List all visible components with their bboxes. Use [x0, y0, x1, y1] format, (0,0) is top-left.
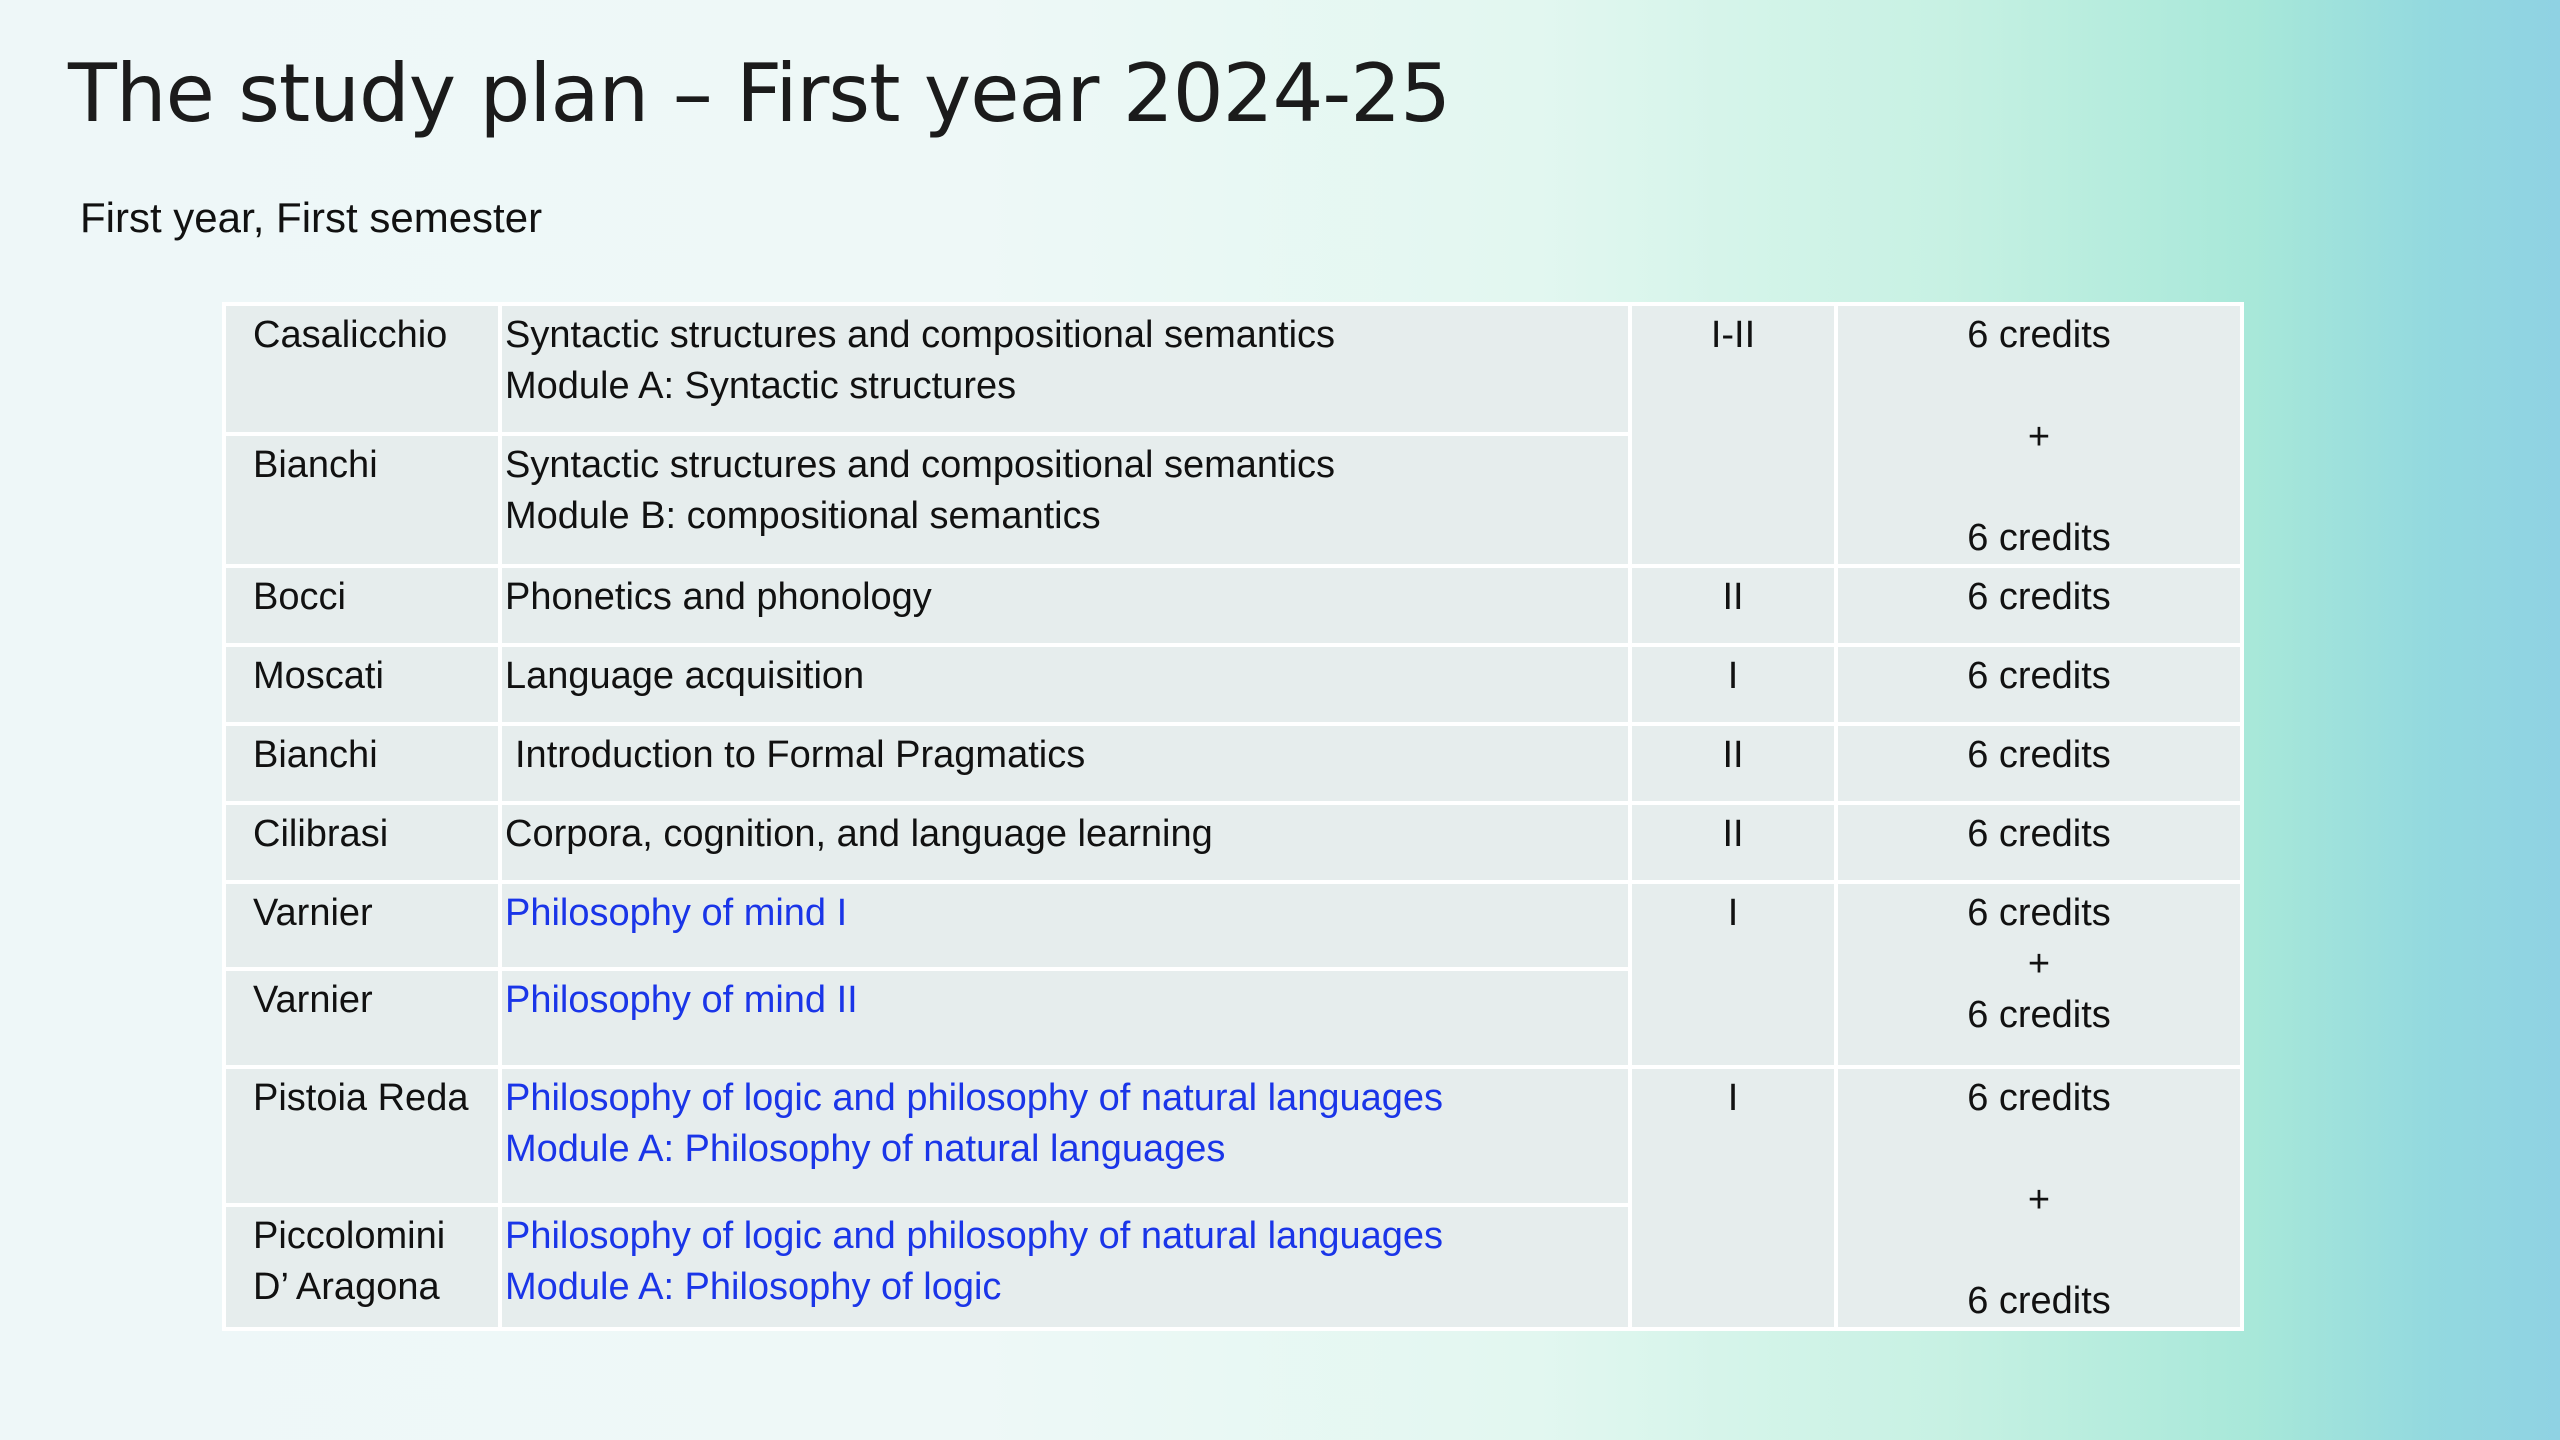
course-link-philosophy-of-mind-ii[interactable]: Philosophy of mind II: [505, 979, 858, 1021]
table-row: [224, 1067, 2242, 1205]
course-module: Module A: Syntactic structures: [505, 365, 1017, 407]
semester-cell: I: [1630, 645, 1836, 724]
professor-name-line: Piccolomini: [253, 1215, 446, 1258]
plus-sign: +: [2027, 415, 2051, 458]
credits-value: 6 credits: [1967, 994, 2111, 1036]
course-cell: Language acquisition: [500, 645, 1630, 724]
slide-title: The study plan – First year 2024-25: [68, 47, 1451, 140]
professor-cell: Bianchi: [224, 434, 500, 566]
credits-value: 6 credits: [1967, 314, 2111, 356]
course-link-philosophy-of-logic[interactable]: Philosophy of logic and philosophy of natural languages: [505, 1215, 1443, 1258]
table-row: [224, 882, 2242, 969]
professor-cell: Varnier: [224, 969, 500, 1067]
course-cell: [500, 882, 1630, 969]
credits-cell-combined: [1836, 304, 2242, 566]
semester-cell: I: [1630, 1067, 1836, 1329]
course-cell: [500, 1205, 1630, 1329]
course-link-module-logic[interactable]: Module A: Philosophy of logic: [505, 1266, 1002, 1309]
study-plan-table: [222, 302, 2244, 1331]
course-module: Module B: compositional semantics: [505, 494, 1101, 537]
course-cell: Corpora, cognition, and language learning: [500, 803, 1630, 882]
credits-cell: 6 credits: [1836, 645, 2242, 724]
table-row: [224, 645, 2242, 724]
semester-cell: I: [1630, 882, 1836, 1067]
table-row: [224, 724, 2242, 803]
credits-cell: 6 credits: [1836, 803, 2242, 882]
course-cell: Phonetics and phonology: [500, 566, 1630, 645]
credits-value: 6 credits: [1967, 1077, 2111, 1119]
professor-cell: [224, 1205, 500, 1329]
credits-value: 6 credits: [1967, 1280, 2111, 1322]
course-link-philosophy-of-logic[interactable]: Philosophy of logic and philosophy of natural languages: [505, 1077, 1443, 1119]
course-link-module-natural-languages[interactable]: Module A: Philosophy of natural languages: [505, 1128, 1226, 1170]
professor-cell: Pistoia Reda: [224, 1067, 500, 1205]
course-title: Syntactic structures and compositional semantics: [505, 443, 1336, 486]
course-link-philosophy-of-mind-i[interactable]: Philosophy of mind I: [505, 892, 848, 934]
credits-value: 6 credits: [1967, 517, 2111, 559]
professor-cell: Varnier: [224, 882, 500, 969]
professor-cell: Bianchi: [224, 724, 500, 803]
credits-cell-combined: [1836, 1067, 2242, 1329]
table-row: [224, 566, 2242, 645]
course-title: Syntactic structures and compositional semantics: [505, 314, 1336, 356]
course-cell: [500, 969, 1630, 1067]
course-cell: [500, 434, 1630, 566]
credits-cell: 6 credits: [1836, 566, 2242, 645]
professor-cell: Bocci: [224, 566, 500, 645]
credits-cell-combined: [1836, 882, 2242, 1067]
course-cell: [500, 1067, 1630, 1205]
credits-value: 6 credits: [1967, 892, 2111, 934]
professor-name-line: D’ Aragona: [253, 1266, 440, 1309]
professor-cell: Moscati: [224, 645, 500, 724]
table-row: [224, 304, 2242, 434]
semester-cell: II: [1630, 566, 1836, 645]
semester-cell: II: [1630, 803, 1836, 882]
table-row: [224, 803, 2242, 882]
course-cell: Introduction to Formal Pragmatics: [500, 724, 1630, 803]
professor-cell: Cilibrasi: [224, 803, 500, 882]
course-cell: [500, 304, 1630, 434]
plus-sign: +: [2027, 1178, 2051, 1221]
semester-cell: II: [1630, 724, 1836, 803]
semester-cell: I-II: [1630, 304, 1836, 566]
professor-cell: Casalicchio: [224, 304, 500, 434]
credits-cell: 6 credits: [1836, 724, 2242, 803]
slide-subtitle: First year, First semester: [80, 194, 543, 241]
plus-sign: +: [2027, 943, 2051, 985]
